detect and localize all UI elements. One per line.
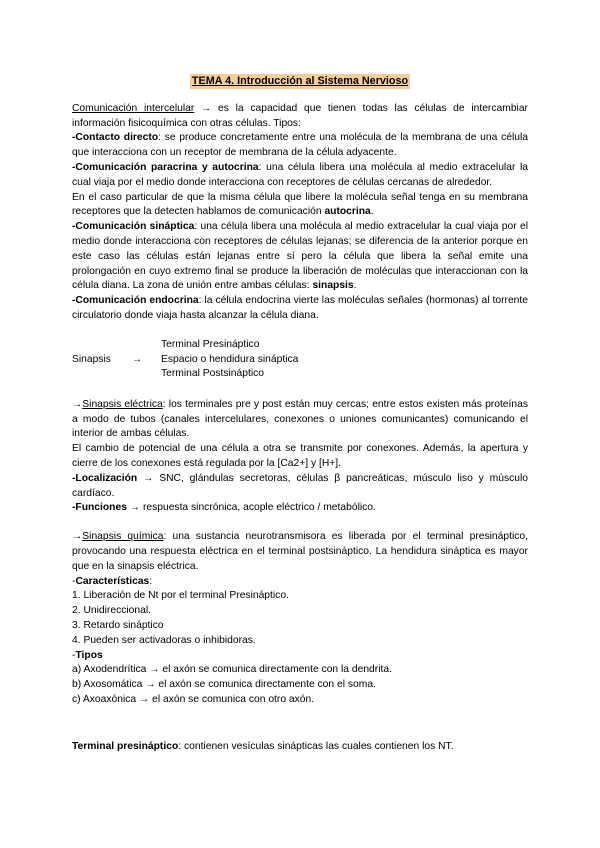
electrical-location bbox=[72, 472, 528, 502]
endocrine-term: -Comunicación endocrina bbox=[72, 295, 199, 307]
chemical-paragraph bbox=[72, 530, 528, 574]
characteristics-term: Características bbox=[75, 575, 150, 587]
synaptic-term: -Comunicación sináptica bbox=[72, 221, 195, 233]
chemical-text: : una sustancia neurotransmisora es liberada por el terminal presináptico, provocando una respuesta eléctrica en el terminal postsináptico. La hendidura sináptica es mayor que en la sinapsis eléctrica. bbox=[72, 531, 528, 572]
autocrine-note bbox=[72, 191, 528, 221]
location-term: -Localización bbox=[72, 472, 138, 484]
synapse-type-item: b) Axosomática → el axón se comunica directamente con el soma. bbox=[72, 679, 376, 691]
spacer bbox=[72, 324, 528, 338]
functions-term: -Funciones bbox=[72, 502, 127, 514]
synapse-part: Terminal Presináptico bbox=[161, 338, 260, 350]
electrical-term: Sinapsis eléctrica bbox=[82, 398, 163, 410]
characteristic-item: 1. Liberación de Nt por el terminal Presináptico. bbox=[72, 590, 289, 602]
characteristics-heading bbox=[72, 575, 528, 590]
types-term: Tipos bbox=[75, 649, 103, 661]
autocrine-term: autocrina bbox=[324, 206, 371, 218]
characteristic-item: 2. Unidireccional. bbox=[72, 605, 151, 617]
synapse-type-item: a) Axodendrítica → el axón se comunica directamente con la dendrita. bbox=[72, 664, 392, 676]
intro-paragraph bbox=[72, 102, 528, 132]
intro-term: Comunicación intercelular bbox=[72, 102, 195, 114]
presynaptic-text: : contienen vesículas sinápticas las cuales contienen los NT. bbox=[178, 740, 454, 752]
document-page bbox=[72, 74, 528, 754]
functions-text: → respuesta sincrónica, acople eléctrico / metabólico. bbox=[126, 502, 376, 514]
synapse-term: sinapsis bbox=[312, 280, 354, 292]
arrow-icon: → bbox=[72, 398, 83, 410]
autocrine-text: En el caso particular de que la misma célula que libere la molécula señal tenga en su membrana receptores que la detecten hablamos de comunicación bbox=[72, 191, 528, 218]
synapse-part: Espacio o hendidura sináptica bbox=[161, 353, 299, 365]
arrow-icon: → bbox=[132, 353, 143, 365]
endocrine-text: : la célula endocrina vierte las moléculas señales (hormonas) al torrente circulatorio donde viaja hasta alcanzar la célula diana. bbox=[72, 295, 528, 321]
dash: - bbox=[72, 649, 76, 661]
synapse-scheme bbox=[72, 338, 528, 384]
characteristic-item: 3. Retardo sináptico bbox=[72, 619, 164, 631]
electrical-paragraph bbox=[72, 398, 528, 442]
colon: : bbox=[149, 575, 153, 587]
electrical-text: : los terminales pre y post están muy cercas; entre estos existen más proteínas a modo de tubos (canales intercelulares, conexones o uniones comunicantes) comunicando el interior de ambas células. bbox=[72, 398, 528, 440]
type-text: : se produce concretamente entre una molécula de la membrana de una célula que interacciona con un receptor de membrana de la célula adyacente. bbox=[72, 132, 528, 159]
location-text: → SNC, glándulas secretoras, células β pancreáticas, músculo liso y músculo cardíaco. bbox=[72, 472, 528, 499]
chemical-term: Sinapsis química bbox=[82, 531, 164, 543]
types-heading bbox=[72, 649, 528, 664]
type-term: -Contacto directo bbox=[72, 132, 159, 144]
synapse-part: Terminal Postsináptico bbox=[161, 368, 265, 380]
synaptic-end: . bbox=[353, 280, 357, 292]
synaptic-paragraph bbox=[72, 220, 528, 294]
presynaptic-paragraph bbox=[72, 740, 528, 755]
synapse-label: Sinapsis bbox=[72, 353, 111, 365]
arrow-icon: → bbox=[72, 531, 83, 543]
intro-text: → es la capacidad que tienen todas las células de intercambiar información fisicoquímica con otras células. Tipos: bbox=[72, 102, 528, 129]
synapse-type-item: c) Axoaxónica → el axón se comunica con otro axón. bbox=[72, 693, 315, 705]
type-text: : una célula libera una molécula al medio extracelular la cual viaja por el medio donde interacciona con receptores de células cercanas de alrededor. bbox=[72, 161, 529, 188]
endocrine-paragraph bbox=[72, 294, 528, 324]
page-title: TEMA 4. Introducción al Sistema Nervioso bbox=[191, 75, 409, 87]
type-paracrine bbox=[72, 161, 528, 191]
synaptic-text: : una célula libera una molécula al medio extracelular la cual viaja por el medio donde interacciona con receptores de células lejanas; se diferencia de la anterior porque en este caso las células están lejanas entre sí pero la célula que libera la señal emite una prolongación en cuyo extremo final se produce la liberación de moléculas que interaccionan con la célula diana. La zona de unión entre ambas células: bbox=[72, 221, 528, 292]
characteristic-item: 4. Pueden ser activadoras o inhibidoras. bbox=[72, 634, 256, 646]
electrical-functions bbox=[72, 501, 528, 516]
presynaptic-term: Terminal presináptico bbox=[72, 740, 179, 752]
type-term: -Comunicación paracrina y autocrina bbox=[72, 161, 259, 173]
synapse-parts bbox=[161, 338, 298, 382]
autocrine-end: . bbox=[370, 206, 374, 218]
spacer bbox=[72, 384, 528, 398]
title-wrap bbox=[72, 74, 528, 90]
spacer bbox=[72, 516, 528, 530]
type-direct-contact bbox=[72, 131, 528, 161]
electrical-para2: El cambio de potencial de una célula a otra se transmite por conexones. Además, la apertura y cierre de los conexones está regulada por la [Ca2+] y [H+]. bbox=[72, 443, 528, 469]
spacer bbox=[72, 708, 528, 740]
dash: - bbox=[72, 575, 76, 587]
